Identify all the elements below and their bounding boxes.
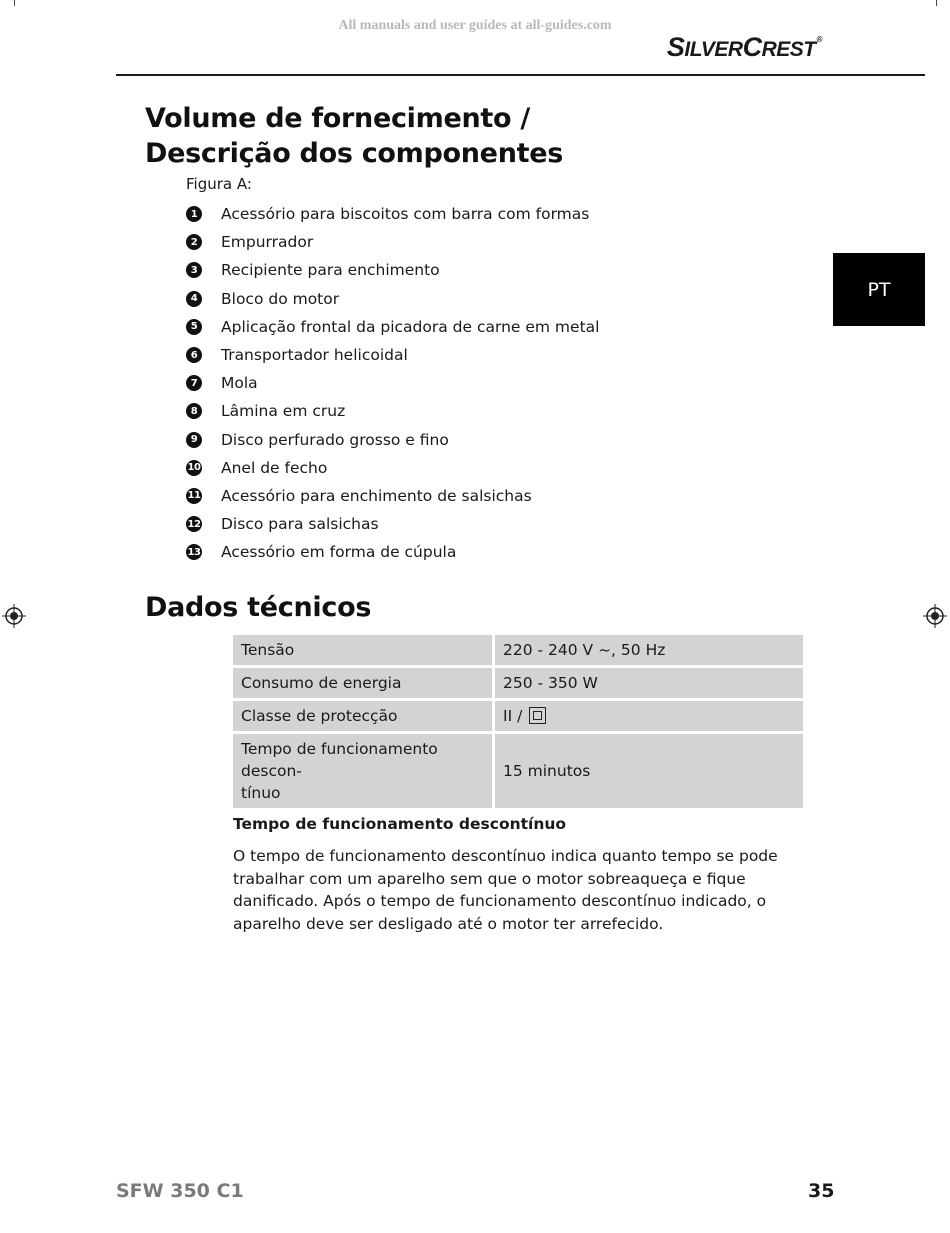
crop-mark-top-left: [14, 0, 15, 6]
page-number: 35: [808, 1180, 835, 1202]
table-value: 250 - 350 W: [495, 668, 803, 698]
item-number: 10: [186, 460, 202, 476]
item-number: 4: [186, 291, 202, 307]
item-number: 13: [186, 544, 202, 560]
item-label: Transportador helicoidal: [221, 346, 408, 365]
item-label: Disco para salsichas: [221, 515, 379, 534]
note-title: Tempo de funcionamento descontínuo: [233, 815, 567, 833]
watermark: All manuals and user guides at all-guides.com: [338, 18, 612, 33]
list-item: [186, 341, 599, 369]
item-label: Aplicação frontal da picadora de carne em metal: [221, 317, 600, 336]
crop-mark-top-right: [936, 0, 937, 6]
item-number: 8: [186, 403, 202, 419]
table-row: [233, 701, 803, 731]
list-item: [186, 538, 599, 566]
item-number: 6: [186, 347, 202, 363]
list-item: [186, 228, 599, 256]
table-value: 15 minutos: [495, 734, 803, 808]
table-key: Classe de protecção: [233, 701, 495, 731]
table-key: Tempo de funcionamento descon- tínuo: [233, 734, 495, 808]
brand-logo: SILVERCREST®: [666, 32, 822, 62]
item-label: Acessório para biscoitos com barra com formas: [221, 205, 590, 224]
item-label: Recipiente para enchimento: [221, 261, 440, 280]
footer-model: SFW 350 C1: [116, 1180, 244, 1202]
item-number: 7: [186, 375, 202, 391]
list-item: [186, 426, 599, 454]
item-number: 2: [186, 234, 202, 250]
item-number: 12: [186, 516, 202, 532]
item-number: 1: [186, 206, 202, 222]
list-item: [186, 256, 599, 284]
table-row: [233, 635, 803, 665]
item-label: Bloco do motor: [221, 289, 340, 308]
item-number: 3: [186, 262, 202, 278]
item-label: Lâmina em cruz: [221, 402, 346, 421]
note-text: O tempo de funcionamento descontínuo indica quanto tempo se pode trabalhar com um aparelho sem que o motor sobreaqueça e fique danificado. Após o tempo de funcionamento descontínuo indicado, o aparelho deve ser desligado até o motor ter arrefecido.: [233, 847, 778, 933]
item-label: Acessório em forma de cúpula: [221, 543, 457, 562]
list-item: [186, 510, 599, 538]
table-key: Tensão: [233, 635, 495, 665]
registration-mark-left: [2, 604, 26, 628]
header-rule: [116, 74, 925, 76]
table-row: [233, 734, 803, 808]
component-list: [186, 200, 599, 566]
item-number: 11: [186, 488, 202, 504]
item-label: Anel de fecho: [221, 458, 328, 477]
table-key: Consumo de energia: [233, 668, 495, 698]
registration-mark-right: [923, 604, 947, 628]
section-title-technical-data: Dados técnicos: [145, 592, 372, 623]
list-item: [186, 397, 599, 425]
table-value: II /: [495, 701, 803, 731]
list-item: [186, 454, 599, 482]
item-label: Acessório para enchimento de salsichas: [221, 486, 532, 505]
item-number: 9: [186, 432, 202, 448]
item-label: Disco perfurado grosso e fino: [221, 430, 449, 449]
item-label: Empurrador: [221, 233, 314, 252]
language-tab: PT: [833, 253, 925, 326]
list-item: [186, 200, 599, 228]
figure-label: Figura A:: [186, 175, 252, 193]
list-item: [186, 482, 599, 510]
table-row: [233, 668, 803, 698]
technical-data-table: [233, 632, 803, 811]
table-value: 220 - 240 V ~, 50 Hz: [495, 635, 803, 665]
list-item: [186, 285, 599, 313]
section-title-delivery: Volume de fornecimento / Descrição dos componentes: [145, 103, 564, 169]
list-item: [186, 369, 599, 397]
protection-class-ii-icon: [529, 707, 546, 724]
item-number: 5: [186, 319, 202, 335]
list-item: [186, 313, 599, 341]
item-label: Mola: [221, 374, 258, 393]
